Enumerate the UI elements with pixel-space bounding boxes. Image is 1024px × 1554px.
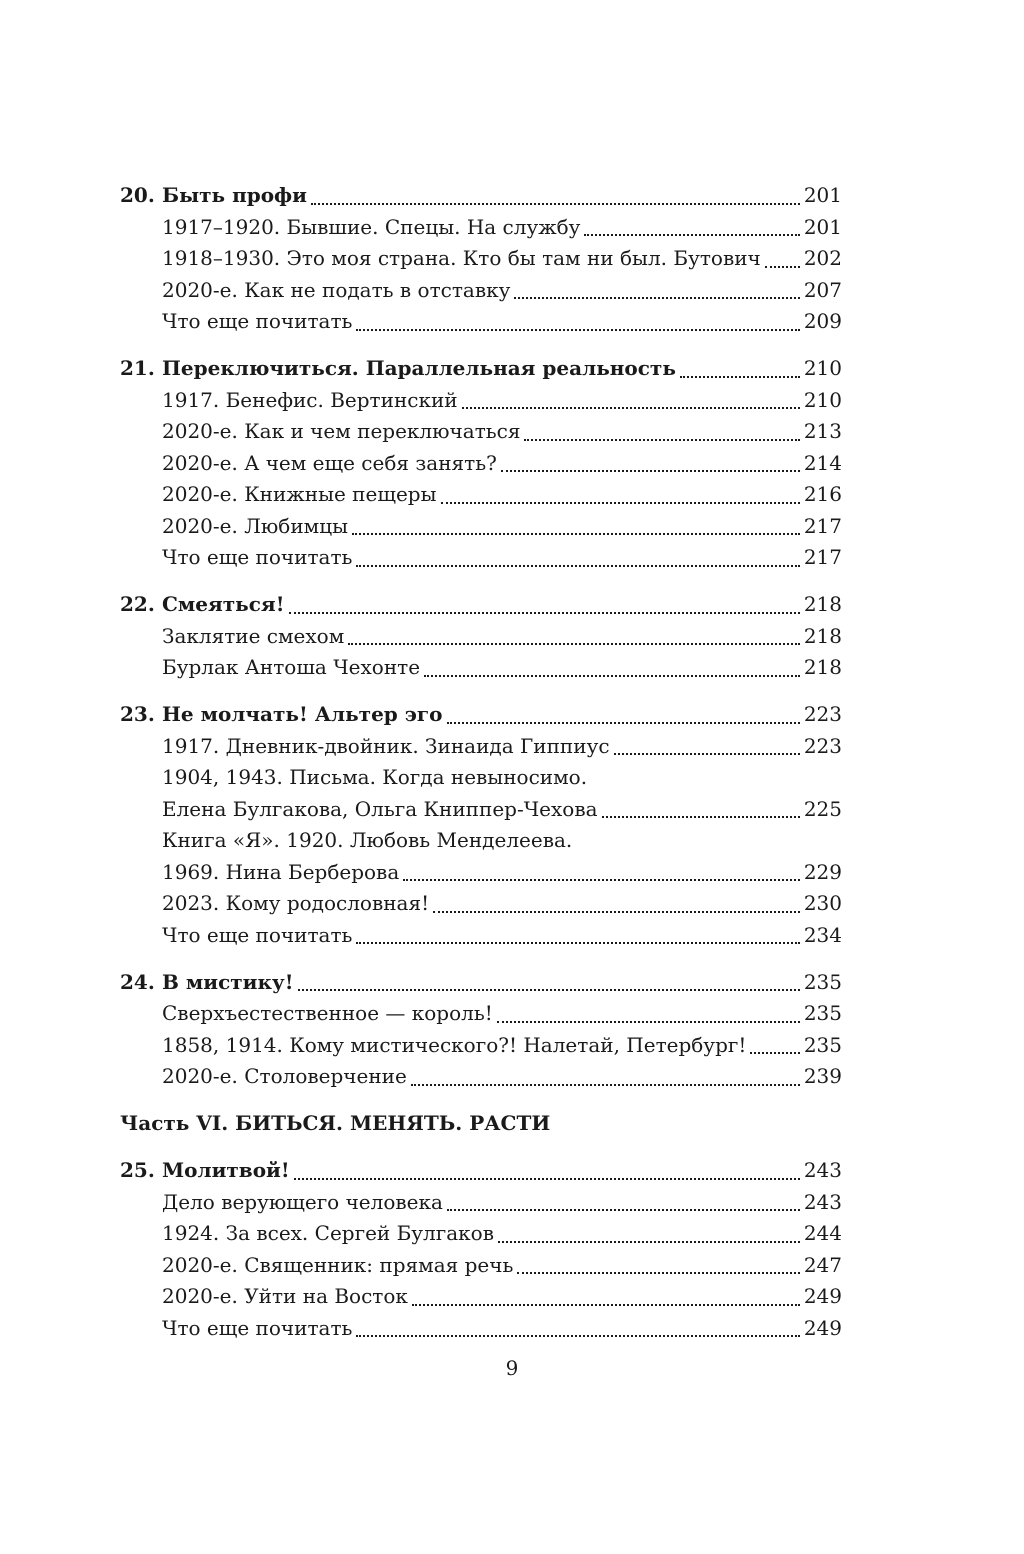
entry-title: 1858, 1914. Кому мистического?! Налетай, Петербург! bbox=[162, 1032, 747, 1057]
dot-leader bbox=[517, 1250, 799, 1282]
entry-page-number: 202 bbox=[803, 246, 842, 270]
toc-entry[interactable] bbox=[120, 1313, 842, 1345]
page-number: 9 bbox=[505, 1356, 519, 1380]
entry-page-number: 218 bbox=[803, 655, 842, 679]
chapter-title: Молитвой! bbox=[162, 1158, 290, 1182]
toc-entry[interactable] bbox=[120, 794, 842, 826]
dot-leader bbox=[441, 479, 800, 511]
entry-page-number: 249 bbox=[803, 1284, 842, 1308]
dot-leader bbox=[412, 1281, 800, 1313]
toc-entry[interactable] bbox=[120, 825, 842, 857]
toc-section bbox=[120, 353, 842, 574]
toc-entry[interactable] bbox=[120, 1187, 842, 1219]
chapter-number: 23. bbox=[120, 702, 155, 726]
dot-leader bbox=[424, 652, 800, 684]
entry-title: Что еще почитать bbox=[162, 545, 353, 569]
entry-page-number: 235 bbox=[803, 1001, 842, 1025]
toc-section bbox=[120, 180, 842, 338]
toc-chapter-heading[interactable] bbox=[120, 967, 842, 999]
toc-entry[interactable] bbox=[120, 542, 842, 574]
dot-leader bbox=[356, 542, 799, 574]
entry-page-number: 235 bbox=[803, 1032, 842, 1057]
toc-entry[interactable] bbox=[120, 243, 842, 275]
chapter-number: 22. bbox=[120, 592, 155, 616]
toc-section bbox=[120, 1155, 842, 1344]
toc-entry[interactable] bbox=[120, 731, 842, 763]
entry-title: 1917. Бенефис. Вертинский bbox=[162, 387, 458, 412]
entry-page-number: 249 bbox=[803, 1315, 842, 1340]
toc-entry[interactable] bbox=[120, 1250, 842, 1282]
entry-title: Елена Булгакова, Ольга Книппер-Чехова bbox=[162, 796, 598, 821]
toc-entry[interactable] bbox=[120, 1218, 842, 1250]
toc-entry[interactable] bbox=[120, 275, 842, 307]
entry-page-number: 230 bbox=[803, 891, 842, 915]
chapter-page-number: 235 bbox=[803, 969, 842, 994]
dot-leader bbox=[403, 857, 800, 889]
dot-leader bbox=[447, 1187, 800, 1219]
toc-section bbox=[120, 967, 842, 1093]
chapter-number: 20. bbox=[120, 183, 155, 207]
dot-leader bbox=[356, 920, 799, 952]
chapter-title: Смеяться! bbox=[162, 592, 285, 616]
chapter-number: 25. bbox=[120, 1158, 155, 1182]
chapter-page-number: 243 bbox=[803, 1158, 842, 1182]
entry-title: 1924. За всех. Сергей Булгаков bbox=[162, 1221, 494, 1245]
entry-page-number: 239 bbox=[803, 1064, 842, 1088]
entry-page-number: 213 bbox=[803, 419, 842, 443]
dot-leader bbox=[750, 1030, 799, 1062]
entry-page-number: 218 bbox=[803, 623, 842, 648]
dot-leader bbox=[765, 243, 800, 275]
entry-page-number: 217 bbox=[803, 513, 842, 538]
entry-title: 2020-е. Столоверчение bbox=[162, 1064, 407, 1088]
entry-title: 1969. Нина Берберова bbox=[162, 859, 400, 884]
dot-leader bbox=[411, 1061, 800, 1093]
entry-title: 2020-е. А чем еще себя занять? bbox=[162, 450, 497, 475]
dot-leader bbox=[289, 589, 800, 621]
dot-leader bbox=[501, 448, 800, 480]
entry-title: Дело верующего человека bbox=[162, 1189, 443, 1214]
chapter-title: Переключиться. Параллельная реальность bbox=[162, 356, 676, 380]
entry-title: 2023. Кому родословная! bbox=[162, 891, 430, 915]
chapter-title: Быть профи bbox=[162, 183, 307, 207]
toc-entry[interactable] bbox=[120, 857, 842, 889]
toc-entry[interactable] bbox=[120, 762, 842, 794]
dot-leader bbox=[294, 1155, 800, 1187]
entry-title: 2020-е. Книжные пещеры bbox=[162, 482, 437, 506]
toc-entry[interactable] bbox=[120, 212, 842, 244]
dot-leader bbox=[602, 794, 800, 826]
toc-part bbox=[120, 1108, 842, 1140]
chapter-number: 21. bbox=[120, 356, 155, 380]
entry-title: 2020-е. Как не подать в отставку bbox=[162, 277, 511, 302]
toc-entry[interactable] bbox=[120, 479, 842, 511]
part-title: Часть VI. БИТЬСЯ. МЕНЯТЬ. РАСТИ bbox=[120, 1111, 551, 1135]
toc-entry[interactable] bbox=[120, 448, 842, 480]
entry-title: Книга «Я». 1920. Любовь Менделеева. bbox=[162, 828, 573, 852]
entry-page-number: 209 bbox=[803, 309, 842, 333]
toc-entry[interactable] bbox=[120, 416, 842, 448]
toc-entry[interactable] bbox=[120, 1061, 842, 1093]
toc-chapter-heading[interactable] bbox=[120, 1155, 842, 1187]
dot-leader bbox=[462, 385, 800, 417]
toc-entry[interactable] bbox=[120, 888, 842, 920]
toc-chapter-heading[interactable] bbox=[120, 589, 842, 621]
chapter-title: В мистику! bbox=[162, 969, 294, 994]
entry-page-number: 217 bbox=[803, 545, 842, 569]
dot-leader bbox=[356, 306, 799, 338]
entry-title: Заклятие смехом bbox=[162, 623, 345, 648]
entry-page-number: 214 bbox=[803, 450, 842, 475]
entry-page-number: 229 bbox=[803, 859, 842, 884]
chapter-title: Не молчать! Альтер эго bbox=[162, 702, 443, 726]
entry-title: 2020-е. Любимцы bbox=[162, 513, 349, 538]
dot-leader bbox=[311, 180, 800, 212]
dot-leader bbox=[498, 1218, 800, 1250]
dot-leader bbox=[497, 998, 800, 1030]
dot-leader bbox=[298, 967, 800, 999]
entry-title: 2020-е. Как и чем переключаться bbox=[162, 419, 521, 443]
chapter-page-number: 210 bbox=[803, 356, 842, 380]
entry-title: 1917–1920. Бывшие. Спецы. На службу bbox=[162, 214, 581, 239]
toc-entry[interactable] bbox=[120, 621, 842, 653]
toc-chapter-heading[interactable] bbox=[120, 699, 842, 731]
entry-title: Сверхъестественное — король! bbox=[162, 1001, 493, 1025]
entry-title: 2020-е. Священник: прямая речь bbox=[162, 1252, 514, 1277]
toc-entry[interactable] bbox=[120, 998, 842, 1030]
entry-page-number: 216 bbox=[803, 482, 842, 506]
chapter-number: 24. bbox=[120, 969, 155, 994]
entry-title: 1904, 1943. Письма. Когда невыносимо. bbox=[162, 765, 588, 789]
dot-leader bbox=[433, 888, 800, 920]
dot-leader bbox=[352, 511, 800, 543]
toc-entry[interactable] bbox=[120, 1030, 842, 1062]
dot-leader bbox=[447, 699, 800, 731]
toc-entry[interactable] bbox=[120, 306, 842, 338]
entry-page-number: 207 bbox=[803, 277, 842, 302]
toc-entry[interactable] bbox=[120, 920, 842, 952]
entry-title: Что еще почитать bbox=[162, 1315, 353, 1340]
dot-leader bbox=[514, 275, 799, 307]
entry-page-number: 201 bbox=[803, 214, 842, 239]
dot-leader bbox=[348, 621, 800, 653]
entry-page-number: 225 bbox=[803, 796, 842, 821]
entry-title: Бурлак Антоша Чехонте bbox=[162, 655, 421, 679]
entry-page-number: 234 bbox=[803, 922, 842, 947]
dot-leader bbox=[614, 731, 800, 763]
entry-title: 2020-е. Уйти на Восток bbox=[162, 1284, 408, 1308]
table-of-contents bbox=[120, 180, 842, 1360]
toc-chapter-heading[interactable] bbox=[120, 180, 842, 212]
entry-title: 1918–1930. Это моя страна. Кто бы там ни был. Бутович bbox=[162, 246, 761, 270]
dot-leader bbox=[680, 353, 800, 385]
entry-title: 1917. Дневник-двойник. Зинаида Гиппиус bbox=[162, 733, 610, 758]
toc-entry[interactable] bbox=[120, 1281, 842, 1313]
dot-leader bbox=[524, 416, 799, 448]
dot-leader bbox=[356, 1313, 799, 1345]
entry-page-number: 243 bbox=[803, 1189, 842, 1214]
dot-leader bbox=[584, 212, 799, 244]
entry-page-number: 247 bbox=[803, 1252, 842, 1277]
toc-section bbox=[120, 589, 842, 684]
entry-title: Что еще почитать bbox=[162, 922, 353, 947]
toc-entry[interactable] bbox=[120, 511, 842, 543]
chapter-page-number: 218 bbox=[803, 592, 842, 616]
toc-entry[interactable] bbox=[120, 385, 842, 417]
toc-chapter-heading[interactable] bbox=[120, 353, 842, 385]
entry-page-number: 223 bbox=[803, 733, 842, 758]
entry-page-number: 244 bbox=[803, 1221, 842, 1245]
chapter-page-number: 223 bbox=[803, 702, 842, 726]
toc-entry[interactable] bbox=[120, 652, 842, 684]
toc-section bbox=[120, 699, 842, 951]
chapter-page-number: 201 bbox=[803, 183, 842, 207]
entry-page-number: 210 bbox=[803, 387, 842, 412]
entry-title: Что еще почитать bbox=[162, 309, 353, 333]
